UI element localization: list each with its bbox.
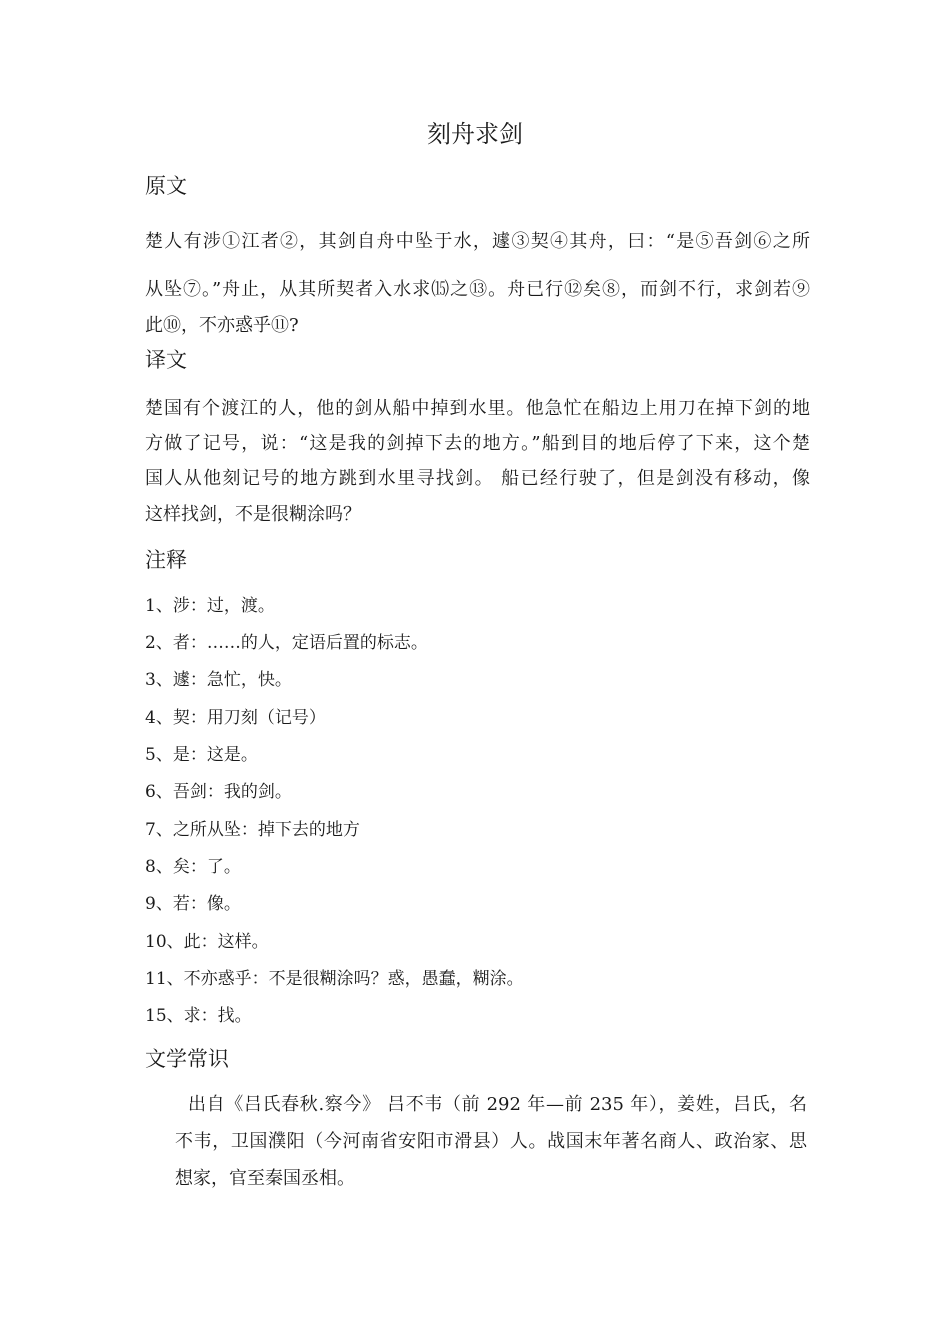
- note-item: 1、涉：过，渡。: [145, 596, 275, 616]
- literary-text-line: 不韦，卫国濮阳（今河南省安阳市滑县）人。战国末年著名商人、政治家、思: [175, 1131, 807, 1152]
- original-text-line: 从坠⑦。”舟止，从其所契者入水求⒂之⑬。舟已行⑫矣⑧，而剑不行，求剑若⑨: [145, 279, 810, 300]
- translation-text-line: 国人从他刻记号的地方跳到水里寻找剑。 船已经行驶了，但是剑没有移动，像: [145, 468, 810, 489]
- original-text-line: 楚人有涉①江者②，其剑自舟中坠于水，遽③契④其舟，曰：“是⑤吾剑⑥之所: [145, 231, 810, 252]
- document-title: 刻舟求剑: [427, 120, 523, 148]
- section-heading-literary: 文学常识: [145, 1047, 229, 1071]
- note-item: 3、遽：急忙，快。: [145, 670, 292, 690]
- note-item: 11、不亦惑乎：不是很糊涂吗？惑，愚蠢，糊涂。: [145, 969, 524, 989]
- section-heading-original: 原文: [145, 174, 187, 198]
- translation-text-line: 这样找剑，不是很糊涂吗？: [145, 504, 361, 525]
- original-text-line: 此⑩，不亦惑乎⑪?: [145, 315, 299, 336]
- note-item: 10、此：这样。: [145, 932, 269, 952]
- section-heading-translation: 译文: [145, 348, 187, 372]
- note-item: 7、之所从坠：掉下去的地方: [145, 820, 360, 840]
- note-item: 2、者：……的人，定语后置的标志。: [145, 633, 428, 653]
- literary-text-line: 出自《吕氏春秋.察今》 吕不韦（前 292 年—前 235 年），姜姓，吕氏，名: [188, 1094, 807, 1115]
- note-item: 5、是：这是。: [145, 745, 258, 765]
- section-heading-notes: 注释: [145, 548, 187, 572]
- note-item: 8、矣：了。: [145, 857, 241, 877]
- note-item: 15、求：找。: [145, 1006, 252, 1026]
- note-item: 9、若：像。: [145, 894, 241, 914]
- translation-text-line: 方做了记号，说：“这是我的剑掉下去的地方。”船到目的地后停了下来，这个楚: [145, 433, 810, 454]
- literary-text-line: 想家，官至秦国丞相。: [175, 1168, 355, 1189]
- translation-text-line: 楚国有个渡江的人，他的剑从船中掉到水里。他急忙在船边上用刀在掉下剑的地: [145, 398, 810, 419]
- note-item: 6、吾剑：我的剑。: [145, 782, 292, 802]
- note-item: 4、契：用刀刻（记号）: [145, 708, 326, 728]
